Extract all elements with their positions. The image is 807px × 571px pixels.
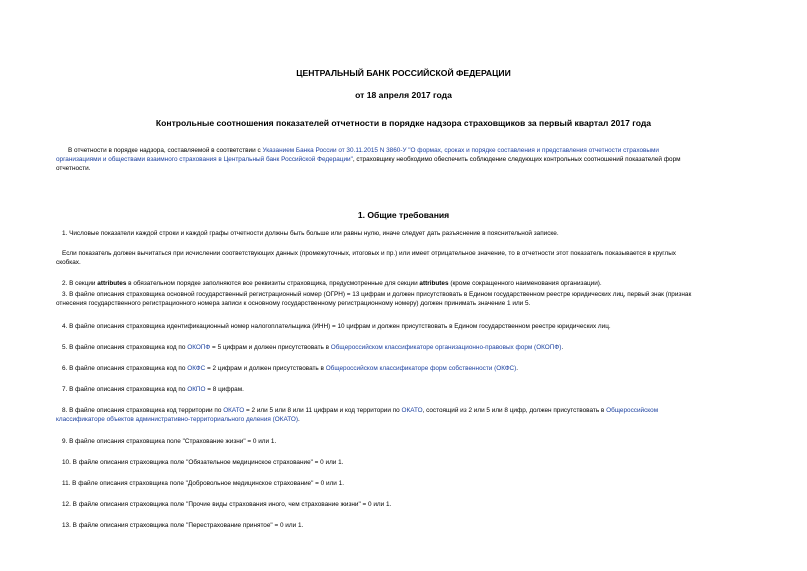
section-heading: 1. Общие требования [357,210,450,220]
okopf-link[interactable]: ОКОПФ [187,344,211,351]
paragraph-1b-line-1: Если показатель должен вычитаться при исчислении соответствующих данных (промежуточных, итоговых и пр.) или имеет отрицательное значение, то в отчетности этот показатель показывается в круглых [62,250,676,257]
paragraph-11: 11. В файле описания страховщика поле "Добровольное медицинское страхование" = 0 или 1. [62,480,344,487]
paragraph-3-line-1: 3. В файле описания страховщика основной государственный регистрационный номер (ОГРН) = 13 цифрам и должен присутствовать в Едином государственном реестре юридических лиц, первый знак (признак [62,291,692,298]
org-title: ЦЕНТРАЛЬНЫЙ БАНК РОССИЙСКОЙ ФЕДЕРАЦИИ [296,68,511,78]
intro-line-3: отчетности. [56,165,91,172]
paragraph-8-line-2: классификаторе объектов административно-территориального деления (ОКАТО). [56,416,300,423]
paragraph-9: 9. В файле описания страховщика поле "Страхование жизни" = 0 или 1. [62,438,277,445]
okato-classifier-link[interactable]: Общероссийском [606,407,659,414]
document-title: Контрольные соотношения показателей отчетности в порядке надзора страховщиков за первый квартал 2017 года [155,118,652,128]
paragraph-5: 5. В файле описания страховщика код по ОКОПФ = 5 цифрам и должен присутствовать в Общероссийском классификаторе организационно-правовых форм (ОКОПФ). [62,344,564,351]
paragraph-12: 12. В файле описания страховщика поле "Прочие виды страхования иного, чем страхование жизни" = 0 или 1. [62,501,392,508]
okato-link-2[interactable]: ОКАТО [401,407,423,414]
paragraph-3-line-2: отнесения государственного регистрационного номера записи к основному государственному регистрационному номеру) должен принимать значение 1 или 5. [56,300,531,307]
document-date: от 18 апреля 2017 года [355,90,452,100]
paragraph-7: 7. В файле описания страховщика код по ОКПО = 8 цифрам. [62,386,244,393]
paragraph-2: 2. В секции attributes в обязательном порядке заполняются все реквизиты страховщика, предусмотренные для секции attributes (кроме сокращенного наименования организации). [62,280,602,287]
okato-classifier-link-cont[interactable]: классификаторе объектов административно-территориального деления (ОКАТО) [56,416,298,423]
paragraph-8-line-1: 8. В файле описания страховщика код территории по ОКАТО = 2 или 5 или 8 или 11 цифрам и код территории по ОКАТО, состоящий из 2 или 5 или 8 цифр, должен присутствовать в Общероссийском [62,407,659,414]
ukazanie-link-cont[interactable]: организациями и обществами взаимного страхования в Центральный банк Российской Федерации" [56,156,353,163]
paragraph-10: 10. В файле описания страховщика поле "Обязательное медицинское страхование" = 0 или 1. [62,459,344,466]
paragraph-4: 4. В файле описания страховщика идентификационный номер налогоплательщика (ИНН) = 10 цифрам и должен присутствовать в Едином государственном реестре юридических лиц. [62,323,611,330]
paragraph-1: 1. Числовые показатели каждой строки и каждой графы отчетности должны быть больше или равны нулю, иначе следует дать разъяснение в пояснительной записке. [62,230,559,237]
intro-line-1: В отчетности в порядке надзора, составляемой в соответствии с Указанием Банка России от 30.11.2015 N 3860-У "О формах, сроках и порядке составления и представления отчетности страховыми [68,147,659,154]
ukazanie-link[interactable]: Указанием Банка России от 30.11.2015 N 3860-У "О формах, сроках и порядке составления и представления отчетности страховыми [262,147,659,154]
okato-link-1[interactable]: ОКАТО [223,407,245,414]
paragraph-1b-line-2: скобках. [56,259,81,266]
okpo-link[interactable]: ОКПО [187,386,206,393]
okfs-classifier-link[interactable]: Общероссийском классификаторе форм собственности (ОКФС) [325,365,517,372]
okopf-classifier-link[interactable]: Общероссийском классификаторе организационно-правовых форм (ОКОПФ) [330,344,562,351]
paragraph-6: 6. В файле описания страховщика код по ОКФС = 2 цифрам и должен присутствовать в Общероссийском классификаторе форм собственности (ОКФС). [62,365,519,372]
okfs-link[interactable]: ОКФС [187,365,206,372]
intro-line-2: организациями и обществами взаимного страхования в Центральный банк Российской Федерации", страховщику необходимо обеспечить соблюдение следующих контрольных соотношений показателей форм [56,156,681,163]
paragraph-13: 13. В файле описания страховщика поле "Перестрахование принятое" = 0 или 1. [62,522,304,529]
